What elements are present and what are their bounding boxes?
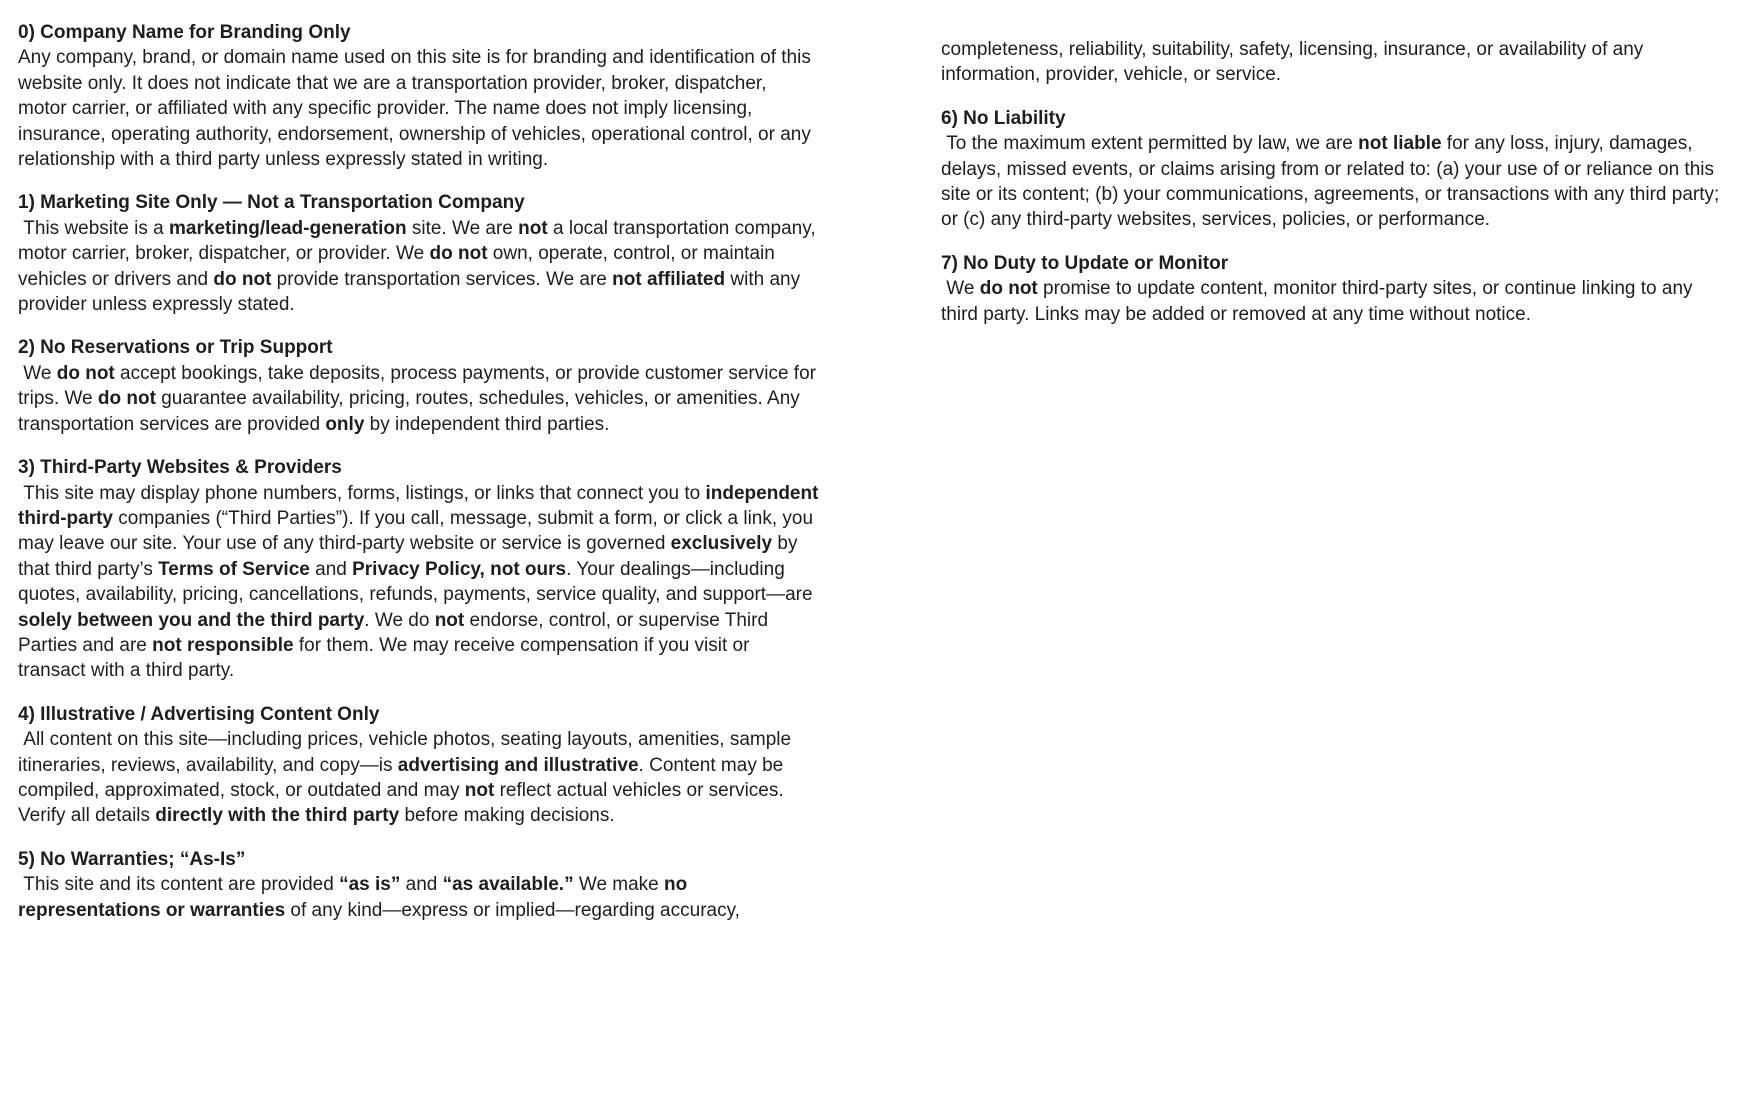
section-heading: 5) No Warranties; “As-Is” [18,848,246,870]
bold-text-run: no representations or warranties [18,874,693,921]
text-run: provide transportation services. We are [271,268,613,290]
text-run: by independent third parties. [364,413,610,435]
bold-text-run: Privacy Policy, not ours [352,558,567,580]
text-run: and [309,558,353,580]
text-run: companies (“Third Parties”). If you call, message, submit a form, or click a link, you may leave our site. Your use of any third-party website or service is governed [18,507,819,555]
text-run: completeness, reliability, suitability, safety, licensing, insurance, or availability of any information, provider, vehicle, or service. [941,39,1649,86]
bold-text-run: not liable [1358,133,1442,155]
text-run: guarantee availability, pricing, routes, schedules, vehicles, or amenities. Any transportation services are provided [18,388,806,435]
text-run: We [941,278,980,300]
section-body [941,131,1731,233]
text-run: All content on this site—including prices, vehicle photos, seating layouts, amenities, sample itineraries, reviews, availability, and copy—is [18,729,797,776]
text-run: site. We are [406,217,519,239]
column-left [18,0,824,923]
text-run: Any company, brand, or domain name used on this site is for branding and identification of this website only. It does not indicate that we are a transportation provider, broker, dispatcher, motor carrier, or affiliated with any specific provider. The name does not imply licensing, insurance, operating authority, endorsement, ownership of vehicles, operational control, or any relationship with a third party unless expressly stated in writing. [18,47,817,171]
disclaimer-section [18,335,820,437]
bold-text-run: not [464,779,495,801]
text-run: a local transportation company, motor carrier, broker, dispatcher, or provider. We [18,217,821,265]
text-run: own, operate, control, or maintain vehicles or drivers and [18,243,781,290]
text-run: for any loss, injury, damages, delays, missed events, or claims arising from or related to: (a) your use of or reliance on this site or its content; (b) your communications, agreements, or transactions with any third party; or (c) any third-party websites, services, policies, or performance. [941,133,1725,231]
bold-text-run: do not [213,268,272,290]
section-heading: 2) No Reservations or Trip Support [18,337,333,359]
text-run: This site may display phone numbers, forms, listings, or links that connect you to [18,482,706,504]
disclaimer-section [18,20,820,172]
bold-text-run: not responsible [152,634,294,656]
text-run: reflect actual vehicles or services. Verify all details [18,779,789,827]
disclaimer-section [18,455,824,684]
text-run: . We do [364,609,435,631]
text-run: endorse, control, or supervise Third Parties and are [18,609,774,656]
text-run: We make [573,874,665,896]
section-body [18,45,820,172]
bold-text-run: not [518,217,548,239]
bold-text-run: advertising and illustrative [397,754,639,776]
text-run: before making decisions. [399,805,615,827]
section-heading: 1) Marketing Site Only — Not a Transportation Company [18,192,525,214]
text-run: and [400,874,443,896]
text-run: of any kind—express or implied—regarding accuracy, [285,899,740,921]
section-body [18,872,820,923]
bold-text-run: do not [979,278,1038,300]
section-body [18,361,820,437]
text-run: by that third party’s [18,533,803,580]
bold-text-run: directly with the third party [155,805,400,827]
text-run: accept bookings, take deposits, process payments, or provide customer service for trips. We [18,362,822,410]
bold-text-run: exclusively [670,533,773,555]
disclaimer-section [18,702,820,829]
bold-text-run: do not [429,243,488,265]
bold-text-run: do not [97,388,156,410]
bold-text-run: not affiliated [612,268,726,290]
text-run: promise to update content, monitor third-party sites, or continue linking to any third party. Links may be added or removed at any time without notice. [941,278,1698,325]
disclaimer-section [18,847,820,923]
bold-text-run: marketing/lead-generation [169,217,407,239]
text-run: To the maximum extent permitted by law, we are [941,133,1359,155]
bold-text-run: only [325,413,365,435]
section-heading: 3) Third-Party Websites & Providers [18,457,342,479]
bold-text-run: “as is” [339,874,401,896]
bold-text-run: “as available.” [442,874,574,896]
bold-text-run: solely between you and the third party [18,609,365,631]
disclaimer-section [941,106,1731,233]
section-heading: 7) No Duty to Update or Monitor [941,252,1229,274]
text-run: for them. We may receive compensation if you visit or transact with a third party. [18,634,755,682]
section-body [941,37,1731,88]
text-run: . Content may be compiled, approximated, stock, or outdated and may [18,754,789,801]
bold-text-run: independent third-party [18,482,824,529]
text-run: This site and its content are provided [18,874,340,896]
section-body [941,276,1731,327]
bold-text-run: not [434,609,465,631]
section-heading: 6) No Liability [941,107,1066,129]
disclaimer-section [941,251,1731,327]
column-right [941,0,1731,327]
section-body [18,727,820,829]
text-run: We [18,362,57,384]
disclaimer-section [941,37,1731,88]
section-heading: 4) Illustrative / Advertising Content Only [18,703,380,725]
bold-text-run: Terms of Service [158,558,310,580]
section-body [18,216,820,318]
text-run: This website is a [18,217,170,239]
text-run: . Your dealings—including quotes, availability, pricing, cancellations, refunds, payments, service quality, and support—are [18,558,818,606]
disclaimer-section [18,190,820,317]
section-heading: 0) Company Name for Branding Only [18,22,351,43]
bold-text-run: do not [56,362,115,384]
section-body [18,481,824,684]
text-run: with any provider unless expressly stated. [18,268,806,316]
